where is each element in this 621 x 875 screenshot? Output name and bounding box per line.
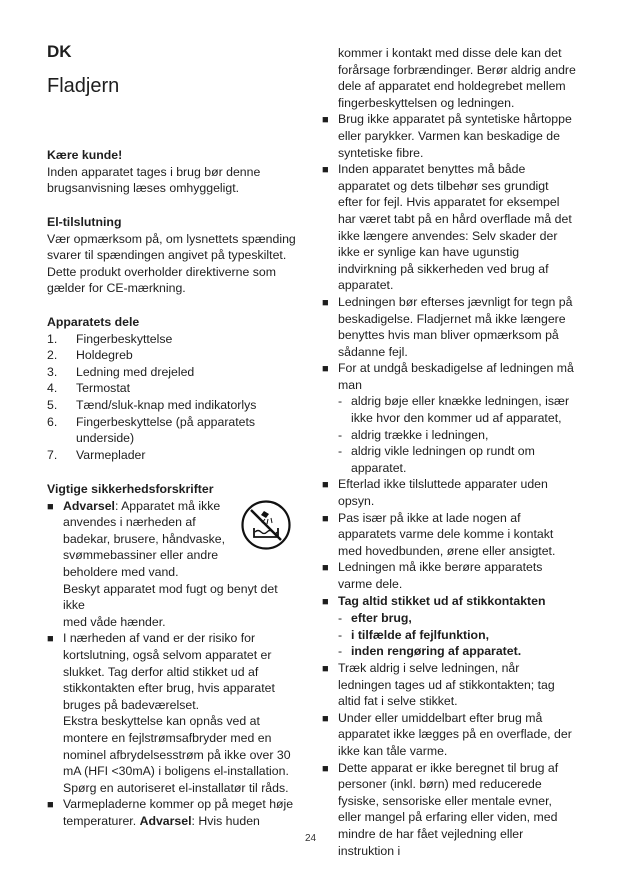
item-number: 4. [47,381,58,396]
bullet-text: For at undgå beskadigelse af ledningen må man [338,361,574,392]
bullet-line: Ekstra beskyttelse kan opnås ved at [63,714,260,729]
item-text: Termostat [76,381,130,396]
bullet-item [322,111,576,161]
black-square-bullet-icon: ■ [322,562,329,575]
power-section [47,214,302,297]
bullet-line: nominel afbrydelsesstrøm på ikke over 30 [63,747,291,762]
dash-item: - efter brug, [322,610,576,627]
bullet-text: Pas især på ikke at lade nogen af apparatets varme dele komme i kontakt med hovedbunden, ørene eller ansigtet. [338,510,556,558]
bullet-line: : Hvis huden [191,813,260,828]
bullet-item [322,760,576,860]
item-text: Fingerbeskyttelse (på apparatets underside) [76,414,256,446]
bullet-item [322,294,576,360]
bullet-item [322,593,576,611]
power-heading: El-tilslutning [47,215,122,229]
dash-text: i tilfælde af fejlfunktion, [351,627,489,642]
dash-text: aldrig trække i ledningen, [351,427,489,442]
bullet-line: Spørg en autoriseret el-installatør til råds. [63,780,289,795]
continued-line: fingerbeskyttelsen og ledningen. [338,95,515,110]
bullet-line: stikkontakten efter brug, hvis apparatet [63,681,275,696]
bullet-line: Beskyt apparatet mod fugt og benyt det ikke [63,581,278,613]
bullet-text: Brug ikke apparatet på syntetiske hårtoppe eller parykker. Varmen kan beskadige de syntetiske fibre. [338,112,572,160]
page-title: Fladjern [47,75,120,97]
continued-line: kommer i kontakt med disse dele kan det [338,46,562,60]
page-number: 24 [304,833,317,844]
item-number: 5. [47,397,58,412]
intro-line: Inden apparatet tages i brug bør denne [47,164,261,179]
black-square-bullet-icon: ■ [47,500,54,513]
warning-label: Advarsel [139,813,192,828]
parts-heading: Apparatets dele [47,315,140,329]
bullet-item [322,710,576,760]
black-square-bullet-icon: ■ [322,296,329,309]
intro-heading: Kære kunde! [47,148,123,162]
bullet-item [47,796,302,829]
bullet-text: Efterlad ikke tilsluttede apparater uden opsyn. [338,477,548,509]
bullet-line: svømmebassiner eller andre [63,548,219,563]
bullet-line: slukket. Tag derfor altid stikket ud af [63,664,259,679]
bullet-line: med våde hænder. [63,614,166,629]
item-number: 1. [47,331,58,346]
dash-item: - inden rengøring af apparatet. [322,643,576,660]
parts-section [47,314,302,463]
safety-heading: Vigtige sikkerhedsforskrifter [47,482,214,496]
bullet-line: I nærheden af vand er der risiko for [63,631,256,646]
bullet-item [322,360,576,393]
black-square-bullet-icon: ■ [322,712,329,725]
item-text: Fingerbeskyttelse [76,331,173,346]
list-item [47,447,302,464]
bullet-line: Varmepladerne kommer op på meget høje [63,797,294,812]
black-square-bullet-icon: ■ [322,512,329,525]
power-line: Dette produkt overholder direktiverne som [47,264,276,279]
black-square-bullet-icon: ■ [47,633,54,646]
power-line: gælder for CE-mærkning. [47,281,186,296]
item-text: Ledning med drejeled [76,364,195,379]
bullet-line: kortslutning, også selvom apparatet er [63,647,272,662]
list-item [47,397,302,414]
dash-text: inden rengøring af apparatet. [351,644,522,659]
bullet-line: beholdere med vand. [63,564,179,579]
language-code: DK [47,42,72,61]
bullet-item [322,660,576,710]
list-item [47,414,302,447]
warning-label: Advarsel [63,498,115,513]
black-square-bullet-icon: ■ [322,595,329,608]
dash-item: - aldrig bøje eller knække ledningen, især ikke hvor den kommer ud af apparatet, [322,393,576,426]
bullet-text: Under eller umiddelbart efter brug må apparatet ikke lægges på en overflade, der ikke kan tåle varme. [338,710,572,758]
intro-line: brugsanvisning læses omhyggeligt. [47,181,240,196]
bullet-item [322,161,576,294]
bullet-item [322,559,576,592]
bullet-text: Træk aldrig i selve ledningen, når ledningen tages ud af stikkontakten; tag altid fat i selve stikket. [338,660,555,709]
continued-line: forårsage forbrændinger. Berør aldrig andre [338,62,576,77]
bullet-line: montere en fejlstrømsafbryder med en [63,730,272,745]
bullet-line: temperaturer. [63,813,140,828]
black-square-bullet-icon: ■ [322,164,329,177]
black-square-bullet-icon: ■ [322,114,329,127]
bullet-line: badekar, brusere, håndvaske, [63,531,226,546]
list-item [47,347,302,364]
dash-text: aldrig bøje eller knække ledningen, især ikke hvor den kommer ud af apparatet, [351,394,570,426]
item-number: 2. [47,348,58,363]
black-square-bullet-icon: ■ [322,363,329,376]
intro-section [47,147,302,197]
safety-section [47,481,302,829]
bullet-text: Ledningen må ikke berøre apparatets varme dele. [338,560,543,591]
bullet-line: bruges på badeværelset. [63,697,200,712]
item-text: Varmeplader [76,447,146,462]
bullet-text: Dette apparat er ikke beregnet til brug af personer (inkl. børn) med reducerede fysiske, sensoriske eller mentale evner, eller mangel på erfaring eller viden, med mindre de har fået vejledning eller instruktion i [338,760,559,858]
bullet-line: : Apparatet må ikke [114,498,221,513]
list-item [47,380,302,397]
power-line: Vær opmærksom på, om lysnettets spænding [47,231,296,246]
dash-item: - aldrig vikle ledningen op rundt om apparatet. [322,443,576,476]
black-square-bullet-icon: ■ [322,762,329,775]
item-text: Tænd/sluk-knap med indikatorlys [76,397,257,412]
power-line: svarer til spændingen angivet på typeskiltet. [47,248,287,263]
bullet-line: anvendes i nærheden af [63,515,196,530]
list-item [47,331,302,348]
bullet-line: mA (HFI <30mA) i boligens el-installation. [63,764,289,779]
black-square-bullet-icon: ■ [322,662,329,675]
bullet-text: Ledningen bør efterses jævnligt for tegn på beskadigelse. Fladjernet må ikke længere benyttes hvis man bliver opmærksom på sådanne fejl. [338,294,573,359]
dash-text: efter brug, [351,611,412,626]
bullet-text: Inden apparatet benyttes må både apparatet og dets tilbehør ses grundigt efter for fejl. Hvis apparatet for eksempel har været tabt på en hård overflade må det ikke længere anvendes: Selv skader der ikke er synlige kan have ugunstig indvirkning på sikkerheden ved brug af apparatet. [338,162,572,293]
bullet-item [322,510,576,560]
black-square-bullet-icon: ■ [322,479,329,492]
item-number: 7. [47,447,58,462]
dash-item: - aldrig trække i ledningen, [322,427,576,444]
bullet-item [322,476,576,509]
item-text: Holdegreb [76,348,133,363]
bullet-item [47,630,302,796]
bullet-text: Tag altid stikket ud af stikkontakten [338,593,546,608]
list-item [47,364,302,381]
continued-line: dele af apparatet end holdegrebet mellem [338,79,566,94]
continued-paragraph [322,45,576,111]
black-square-bullet-icon: ■ [47,799,54,812]
dash-text: aldrig vikle ledningen op rundt om apparatet. [351,444,535,475]
dash-item: - i tilfælde af fejlfunktion, [322,627,576,644]
item-number: 6. [47,414,58,429]
no-water-icon [240,499,292,551]
item-number: 3. [47,364,58,379]
right-column [322,45,576,859]
